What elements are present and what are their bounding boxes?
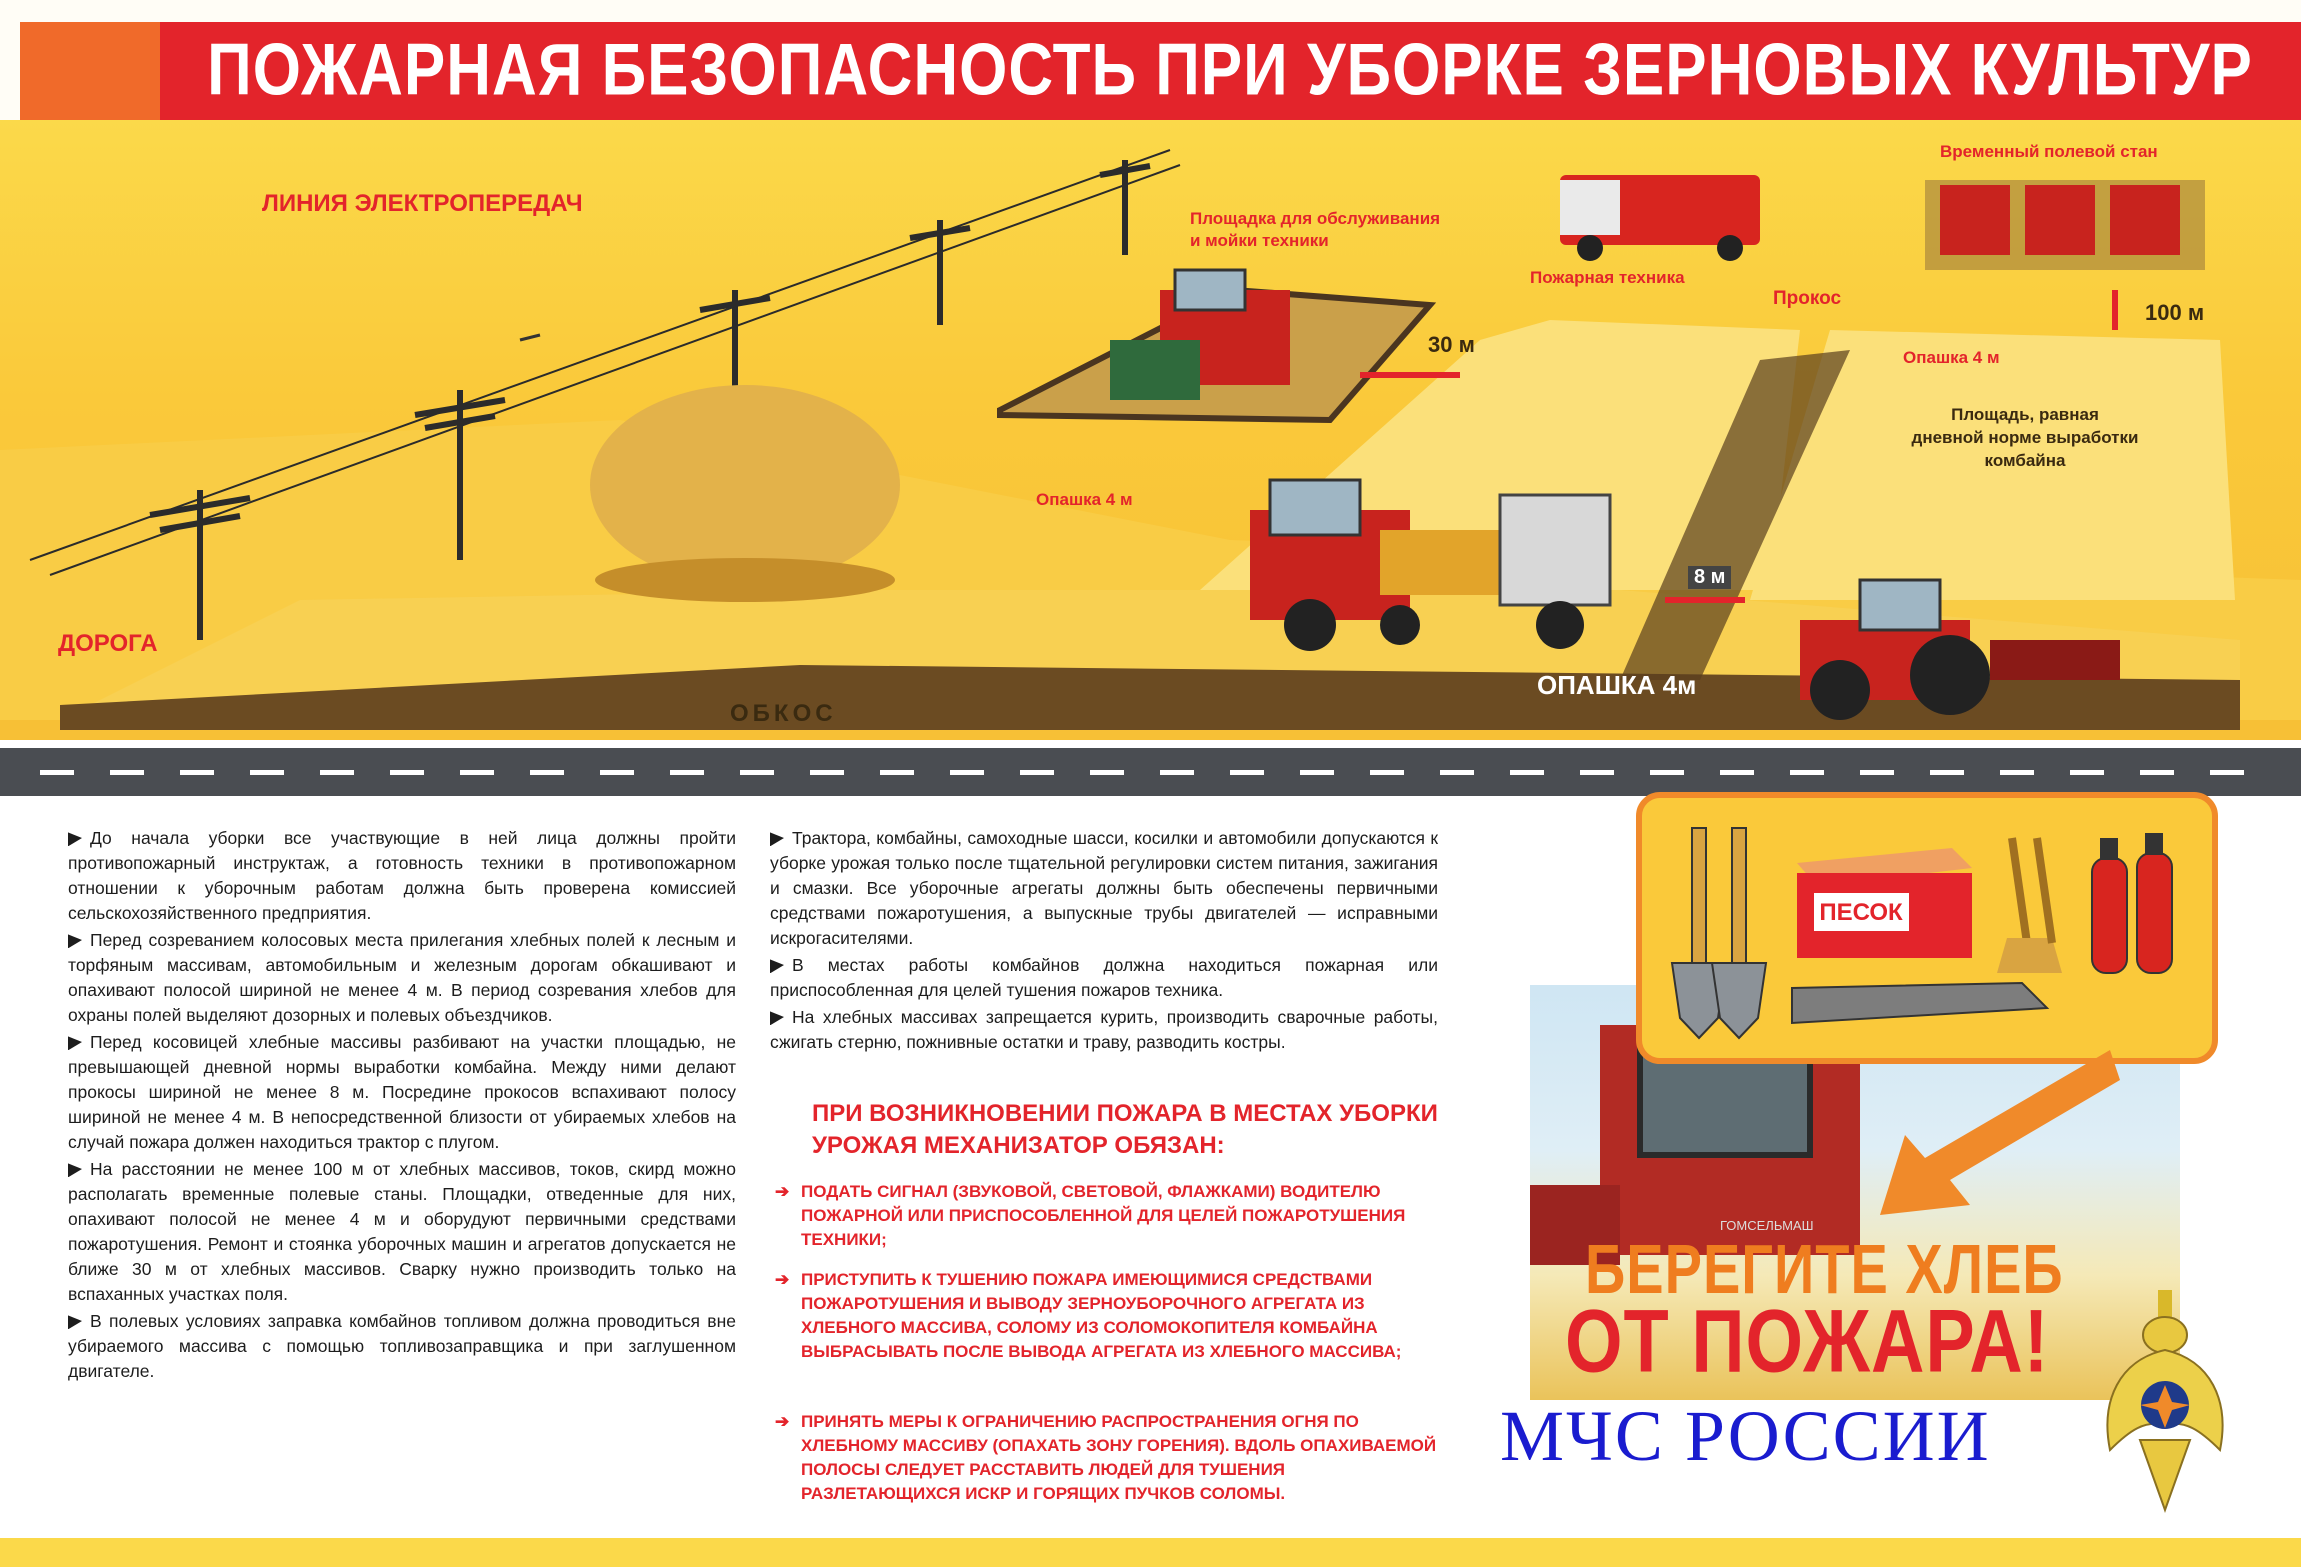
haystack-base — [595, 558, 895, 602]
rule-paragraph: До начала уборки все участвующие в ней лица должны пройти противопожарный инструктаж, а готовность техники в противопожарном отношении к уборочным работам должна быть проверена комиссией сельскохозяйственного предприятия. — [68, 828, 736, 923]
shovel-icon — [1672, 828, 1766, 1038]
bullet-arrow-icon — [770, 959, 784, 973]
bullet-arrow-icon — [770, 1011, 784, 1025]
sand-box-icon — [1797, 848, 1972, 958]
fire-duties-heading: ПРИ ВОЗНИКНОВЕНИИ ПОЖАРА В МЕСТАХ УБОРКИ УРОЖАЯ МЕХАНИЗАТОР ОБЯЗАН: — [812, 1100, 1438, 1159]
opashka-camp-label: Опашка 4 м — [1903, 348, 2000, 367]
distance-8m: 8 м — [1688, 566, 1731, 589]
rule-paragraph: Перед косовицей хлебные массивы разбивают на участки площадью, не превышающей дневной нормы выработки комбайна. Между ними делают прокосы шириной не менее 8 м. Посредине прокосов вспахивают полосу шириной не менее 4 м. В непосредственной близости от убираемых хлебов на случай пожара должен находиться трактор с плугом. — [68, 1032, 736, 1152]
rule-paragraph: Перед созреванием колосовых места прилегания хлебных полей к лесным и торфяным массивам, автомобильным и железным дорогам обкашивают и опахивают полосой шириной не менее 4 м. В период созревания хлебов для охраны полей выделяют дозорных и полевых объездчиков. — [68, 930, 736, 1025]
power-line-label: ЛИНИЯ ЭЛЕКТРОПЕРЕДАЧ — [262, 190, 583, 217]
photo-brand-label: ГОМСЕЛЬМАШ — [1720, 1218, 1814, 1233]
fire-extinguisher-icon — [2092, 833, 2172, 973]
okos-label: ОБКОС — [730, 700, 837, 727]
pointer-arrow-icon — [1860, 1040, 2130, 1230]
header-accent — [20, 22, 180, 120]
red-arrow-icon: ➔ — [775, 1270, 790, 1289]
area-label: Площадь, равная дневной норме выработки комбайна — [1911, 405, 2139, 470]
slogan-line-2: ОТ ПОЖАРА! — [1565, 1291, 2050, 1391]
fire-truck-label: Пожарная техника — [1530, 268, 1685, 287]
opashka-service-label: Опашка 4 м — [1036, 490, 1133, 509]
prokos-label: Прокос — [1773, 288, 1842, 309]
opashka-main-label: ОПАШКА 4м — [1537, 670, 1697, 700]
duty-item: ➔ ПРИНЯТЬ МЕРЫ К ОГРАНИЧЕНИЮ РАСПРОСТРАНЕНИЯ ОГНЯ ПО ХЛЕБНОМУ МАССИВУ (ОПАХАТЬ ЗОНУ ГОРЕНИЯ). ВДОЛЬ ОПАХИВАЕМОЙ ПОЛОСЫ СЛЕДУЕТ РАССТАВИТЬ ЛЮДЕЙ ДЛЯ ТУШЕНИЯ РАЗЛЕТАЮЩИХСЯ ИСКР И ГОРЯЩИХ ПУЧКОВ СОЛОМЫ. — [775, 1412, 1437, 1503]
left-text-column — [68, 826, 736, 1386]
camp-label: Временный полевой стан — [1940, 142, 2158, 161]
rule-paragraph: На расстоянии не менее 100 м от хлебных массивов, токов, скирд можно располагать временные полевые станы. Площадки, отведенные для них, опахивают полосой не менее 4 м и оборудуют первичными средствами пожаротушения. Ремонт и стоянка уборочных машин и агрегатов допускается не ближе 30 м от хлебных массивов. Сварку нужно производить только на вспаханных участках поля. — [68, 1159, 736, 1304]
road-strip — [0, 748, 2301, 796]
bottom-band — [0, 1538, 2301, 1567]
rule-paragraph: На хлебных массивах запрещается курить, производить сварочные работы, сжигать стерню, пожнивные остатки и траву, разводить костры. — [770, 1007, 1438, 1052]
road-label: ДОРОГА — [58, 630, 158, 657]
sand-label: ПЕСОК — [1819, 899, 1903, 926]
haystack — [590, 385, 900, 585]
broom-icon — [1997, 838, 2062, 973]
bullet-arrow-icon — [68, 934, 82, 948]
rule-paragraph: В местах работы комбайнов должна находиться пожарная или приспособленная для целей тушения пожаров техника. — [770, 955, 1438, 1000]
distance-30m: 30 м — [1428, 332, 1475, 357]
mchs-label: МЧС РОССИИ — [1500, 1396, 1991, 1476]
bullet-arrow-icon — [68, 1036, 82, 1050]
red-arrow-icon: ➔ — [775, 1182, 790, 1201]
bullet-arrow-icon — [68, 1315, 82, 1329]
duty-item: ➔ ПОДАТЬ СИГНАЛ (ЗВУКОВОЙ, СВЕТОВОЙ, ФЛАЖКАМИ) ВОДИТЕЛЮ ПОЖАРНОЙ ИЛИ ПРИСПОСОБЛЕННОЙ ДЛЯ ЦЕЛЕЙ ПОЖАРОТУШЕНИЯ ТЕХНИКИ; — [775, 1182, 1406, 1249]
bullet-arrow-icon — [68, 1163, 82, 1177]
fire-hose-icon — [1792, 983, 2047, 1023]
bullet-arrow-icon — [68, 832, 82, 846]
slogan-line-1: БЕРЕГИТЕ ХЛЕБ — [1585, 1229, 2064, 1308]
bullet-arrow-icon — [770, 832, 784, 846]
rule-paragraph: Трактора, комбайны, самоходные шасси, косилки и автомобили допускаются к уборке урожая только после тщательной регулировки систем питания, зажигания и смазки. Все уборочные агрегаты должны быть обеспечены первичными средствами пожаротушения, а выпускные трубы двигателей — исправными искрогасителями. — [770, 828, 1438, 948]
camp-tractors — [1925, 180, 2205, 270]
middle-text-column — [770, 826, 1438, 1057]
red-arrow-icon: ➔ — [775, 1412, 790, 1431]
page-title: ПОЖАРНАЯ БЕЗОПАСНОСТЬ ПРИ УБОРКЕ ЗЕРНОВЫХ КУЛЬТУР — [207, 29, 2253, 112]
service-area-label: Площадка для обслуживания и мойки техники — [1190, 209, 1441, 250]
equipment-svg — [1642, 798, 2212, 1058]
duty-item: ➔ ПРИСТУПИТЬ К ТУШЕНИЮ ПОЖАРА ИМЕЮЩИМИСЯ СРЕДСТВАМИ ПОЖАРОТУШЕНИЯ И ВЫВОДУ ЗЕРНОУБОРОЧНОГО АГРЕГАТА ИЗ ХЛЕБНОГО МАССИВА, СОЛОМУ ИЗ СОЛОМОКОПИТЕЛЯ КОМБАЙНА ВЫБРАСЫВАТЬ ПОСЛЕ ВЫВОДА АГРЕГАТА ИЗ ХЛЕБНОГО МАССИВА; — [775, 1270, 1402, 1361]
rule-paragraph: В полевых условиях заправка комбайнов топливом должна проводиться вне убираемого массива с помощью топливозаправщика и при заглушенном двигателе. — [68, 1311, 736, 1381]
distance-100m: 100 м — [2145, 300, 2205, 325]
harvest-scene-illustration — [0, 120, 2301, 740]
mchs-emblem-icon — [2100, 1290, 2230, 1520]
fire-equipment-box — [1636, 792, 2218, 1064]
